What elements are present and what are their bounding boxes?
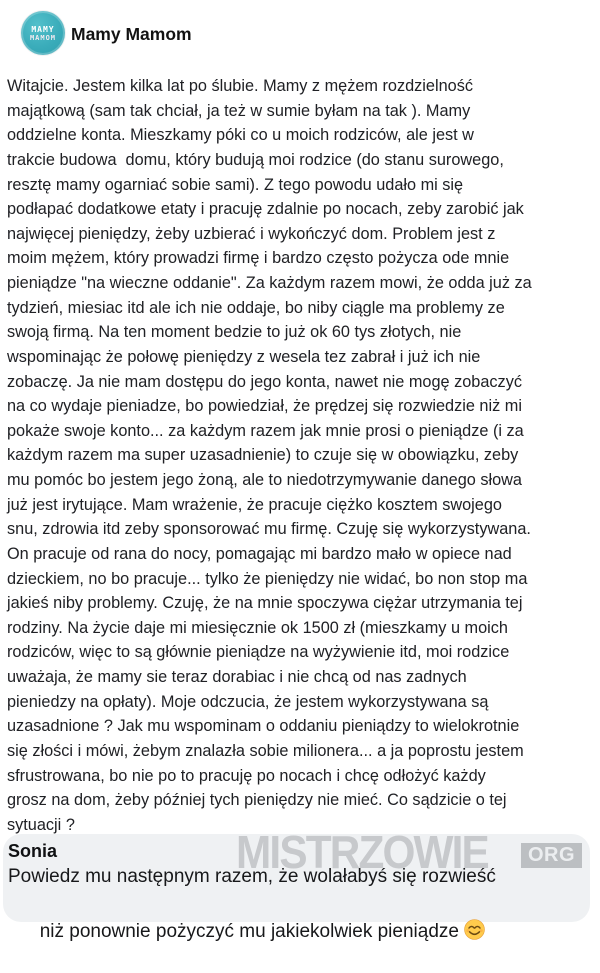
comment-text-line (8, 891, 586, 973)
comment (8, 839, 586, 973)
post-text-line: moim mężem, który prowadzi firmę i bardzo często pożycza ode mnie (7, 246, 596, 271)
post-text-line: pieniedzy na opłaty). Moje odczucia, że jestem wykorzystywana są (7, 690, 596, 715)
post-text-line: majątkową (sam tak chciał, ja też w sumie byłam na tak ). Mamy (7, 99, 596, 124)
post-text-line: trakcie budowa domu, który budują moi rodzice (do stanu surowego, (7, 148, 596, 173)
post-text-line: rodziny. Na życie daje mi miesięcznie ok 1500 zł (mieszkamy u moich (7, 616, 596, 641)
post-text-line: każdym razem ma super uzasadnienie) to czuje się w obowiązku, zeby (7, 443, 596, 468)
post-text-line: sfrustrowana, bo nie po to pracuję po nocach i chcę odłożyć każdy (7, 764, 596, 789)
post-text-line: jakieś niby problemy. Czuję, że na mnie spoczywa ciężar utrzymania tej (7, 591, 596, 616)
avatar-logo-text-bottom: MAMOM (30, 34, 56, 42)
post-text-line: dzieckiem, no bo pracuje... tylko że pieniędzy nie widać, bo non stop ma (7, 567, 596, 592)
post-text-line: już jest irytujące. Mam wrażenie, że pracuje ciężko kosztem swojego (7, 493, 596, 518)
post-text-line: pokaże swoje konto... za każdym razem jak mnie prosi o pieniądze (i za (7, 419, 596, 444)
post-text-line: grosz na dom, żeby później tych pieniędzy nie mieć. Co sądzicie o tej (7, 788, 596, 813)
comment-text-line-2: niż ponownie pożyczyć mu jakiekolwiek pieniądze (40, 921, 459, 942)
post-text-line: się złości i mówi, żebym znalazła sobie milionera... a ja poprostu jestem (7, 739, 596, 764)
post-text-line: uważaja, że mamy sie teraz dorabiac i nie chcą od nas zadnych (7, 665, 596, 690)
comment-text-line: Powiedz mu następnym razem, że wolałabyś się rozwieść (8, 863, 586, 891)
post-text-line: na co wydaje pieniadze, bo powiedział, że prędzej się rozwiedzie niż mi (7, 394, 596, 419)
post-text-line: On pracuje od rana do nocy, pomagając mi bardzo mało w opiece nad (7, 542, 596, 567)
page-avatar[interactable] (21, 11, 65, 55)
avatar-logo-text-top: MAMY (31, 25, 54, 34)
smiling-face-emoji-icon (464, 919, 485, 940)
watermark-text: MISTRZOWIE (236, 829, 488, 875)
post-text-line: rodziców, więc to są głównie pieniądze na wyżywienie itd, moi rodzice (7, 640, 596, 665)
post-text (7, 74, 596, 837)
post-text-line: tydzień, miesiac itd ale ich nie oddaje, bo niby ciągle ma problemy ze (7, 296, 596, 321)
post-text-line: uzasadnione ? Jak mu wspominam o oddaniu pieniądzy to wielokrotnie (7, 714, 596, 739)
comment-author[interactable]: Sonia (8, 839, 57, 863)
post-text-line: swoją firmą. Na ten moment bedzie to już ok 60 tys złotych, nie (7, 320, 596, 345)
post-text-line: wspominając że połowę pieniędzy z wesela tez zabrał i już ich nie (7, 345, 596, 370)
post-text-line: pieniądze "na wieczne oddanie". Za każdym razem mowi, że odda już za (7, 271, 596, 296)
post-text-line: zobaczę. Ja nie mam dostępu do jego konta, nawet nie mogę zobaczyć (7, 370, 596, 395)
post-text-line: sytuacji ? (7, 813, 596, 838)
post-text-line: resztę mamy ogarniać sobie sami). Z tego powodu udało mi się (7, 173, 596, 198)
post-text-line: oddzielne konta. Mieszkamy póki co u moich rodziców, ale jest w (7, 123, 596, 148)
post-text-line: snu, zdrowia itd zeby sponsorować mu firmę. Czuję się wykorzystywana. (7, 517, 596, 542)
post-text-line: mu pomóc bo jestem jego żoną, ale to niedotrzymywanie danego słowa (7, 468, 596, 493)
page-name[interactable]: Mamy Mamom (71, 24, 192, 45)
watermark-org-badge: ORG (521, 843, 582, 868)
post-text-line: najwięcej pieniędzy, żeby uzbierać i wykończyć dom. Problem jest z (7, 222, 596, 247)
post-text-line: podłapać dodatkowe etaty i pracuję zdalnie po nocach, zeby zarobić jak (7, 197, 596, 222)
post-text-line: Witajcie. Jestem kilka lat po ślubie. Mamy z mężem rozdzielność (7, 74, 596, 99)
